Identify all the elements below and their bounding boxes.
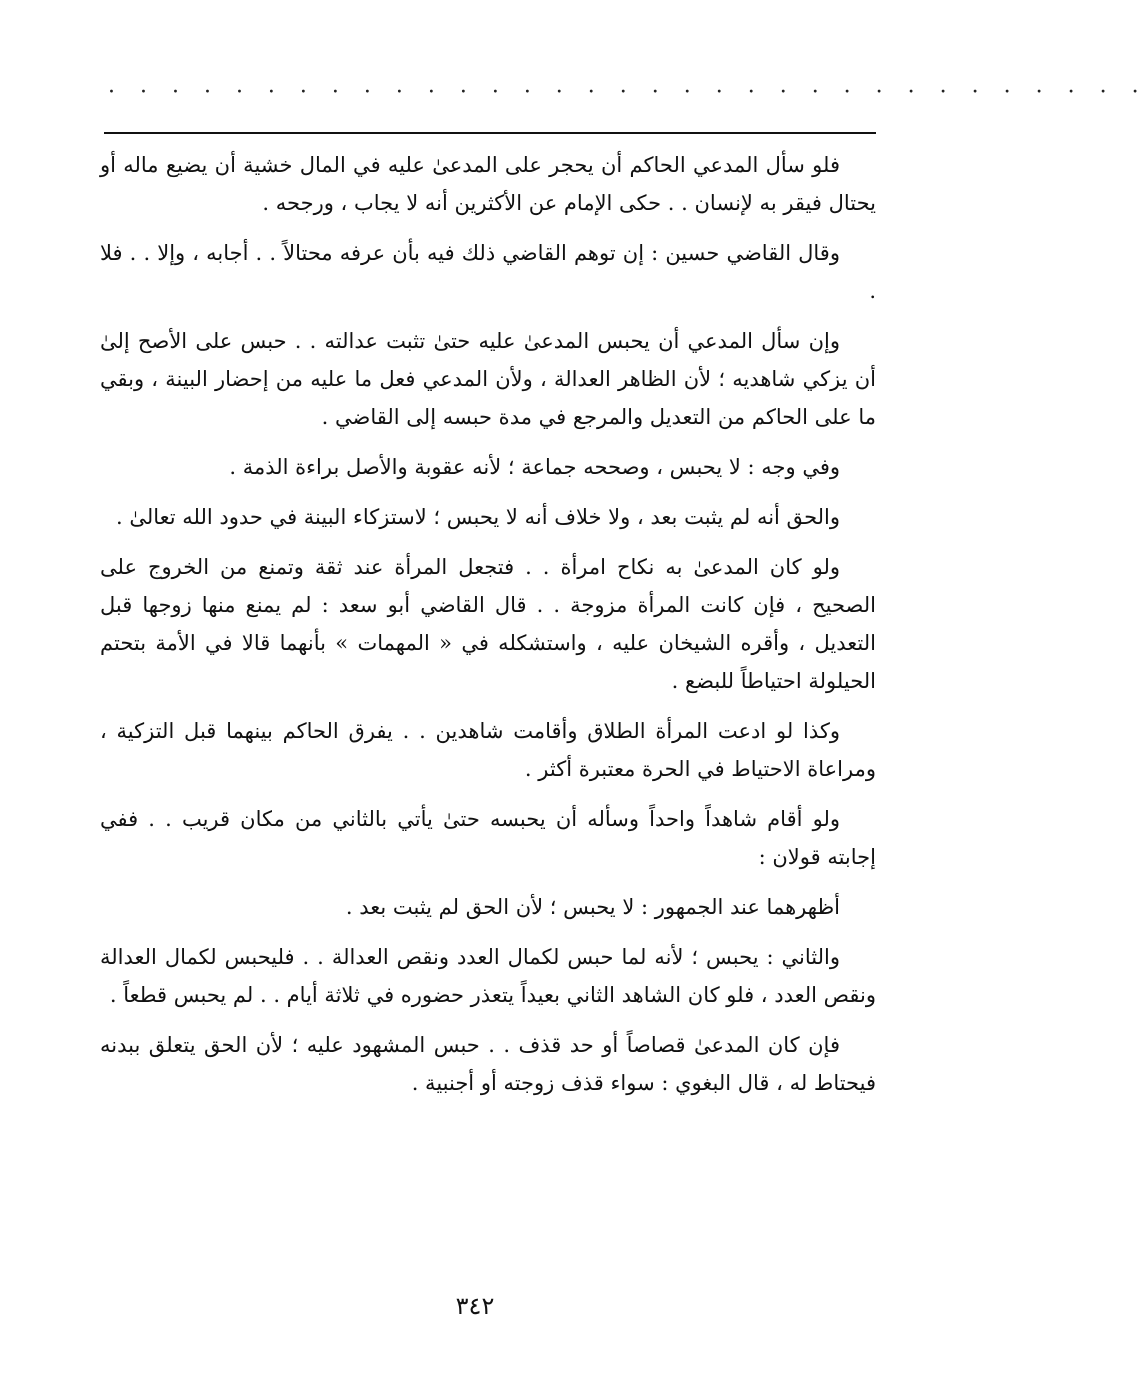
paragraph: فإن كان المدعىٰ قصاصاً أو حد قذف . . حبس المشهود عليه ؛ لأن الحق يتعلق ببدنه فيحتاط له ، قال البغوي : سواء قذف زوجته أو أجنبية . [100, 1033, 876, 1095]
page-body [100, 146, 876, 1114]
header-dotted-line: · · · · · · · · · · · · · · · · · · · · · · · · · · · · · · · · · [108, 80, 1148, 105]
paragraph: والثاني : يحبس ؛ لأنه لما حبس لكمال العدد ونقص العدالة . . فليحبس لكمال العدالة ونقص العدد ، فلو كان الشاهد الثاني بعيداً يتعذر حضوره في ثلاثة أيام . . لم يحبس قطعاً . [100, 945, 876, 1007]
paragraph: وقال القاضي حسين : إن توهم القاضي ذلك فيه بأن عرفه محتالاً . . أجابه ، وإلا . . فلا . [100, 241, 876, 303]
paragraph: وفي وجه : لا يحبس ، وصححه جماعة ؛ لأنه عقوبة والأصل براءة الذمة . [229, 455, 840, 479]
paragraph: فلو سأل المدعي الحاكم أن يحجر على المدعىٰ عليه في المال خشية أن يضيع ماله أو يحتال فيقر به لإنسان . . حكى الإمام عن الأكثرين أنه لا يجاب ، ورجحه . [100, 153, 876, 215]
paragraph: وإن سأل المدعي أن يحبس المدعىٰ عليه حتىٰ تثبت عدالته . . حبس على الأصح إلىٰ أن يزكي شاهديه ؛ لأن الظاهر العدالة ، ولأن المدعي فعل ما عليه من إحضار البينة ، وبقي ما على الحاكم من التعديل والمرجع في مدة حبسه إلى القاضي . [100, 329, 876, 429]
page-number: ٣٤٢ [455, 1292, 495, 1320]
paragraph: ولو كان المدعىٰ به نكاح امرأة . . فتجعل المرأة عند ثقة وتمنع من الخروج على الصحيح ، فإن كانت المرأة مزوجة . . قال القاضي أبو سعد : لم يمنع منها زوجها قبل التعديل ، وأقره الشيخان عليه ، واستشكله في « المهمات » بأنهما قالا في الأمة بتحتم الحيلولة احتياطاً للبضع . [100, 555, 876, 693]
header-rule [104, 132, 876, 134]
paragraph: أظهرهما عند الجمهور : لا يحبس ؛ لأن الحق لم يثبت بعد . [345, 895, 840, 919]
paragraph: ولو أقام شاهداً واحداً وسأله أن يحبسه حتىٰ يأتي بالثاني من مكان قريب . . ففي إجابته قولان : [100, 807, 876, 869]
paragraph: والحق أنه لم يثبت بعد ، ولا خلاف أنه لا يحبس ؛ لاستزكاء البينة في حدود الله تعالىٰ . [115, 505, 840, 529]
paragraph: وكذا لو ادعت المرأة الطلاق وأقامت شاهدين . . يفرق الحاكم بينهما قبل التزكية ، ومراعاة الاحتياط في الحرة معتبرة أكثر . [100, 719, 876, 781]
